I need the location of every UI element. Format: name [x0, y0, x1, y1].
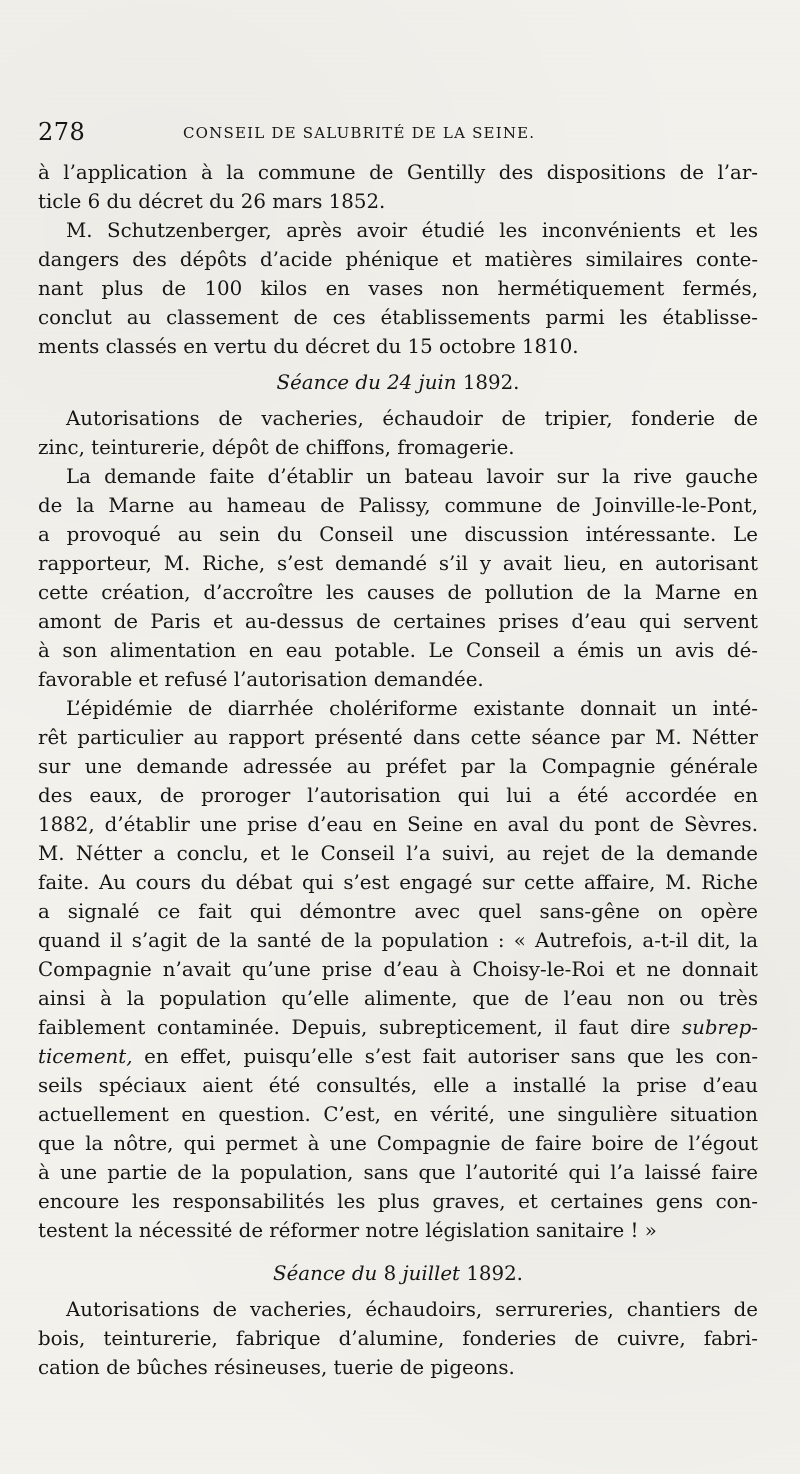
session-heading-year: 1892.: [466, 1262, 523, 1285]
text-line: 1882, d’établir une prise d’eau en Seine en aval du pont de Sèvres.: [38, 813, 758, 836]
text-line: rapporteur, M. Riche, s’est demandé s’il y avait lieu, en autorisant: [38, 552, 758, 575]
session-heading-year: 1892.: [462, 371, 520, 394]
text-line: cette création, d’accroître les causes de pollution de la Marne en: [38, 581, 758, 604]
text-line: ainsi à la population qu’elle alimente, que de l’eau non ou très: [38, 987, 758, 1010]
text-line: que la nôtre, qui permet à une Compagnie de faire boire de l’égout: [38, 1132, 758, 1155]
text-line: dangers des dépôts d’acide phénique et matières similaires conte-: [38, 248, 758, 271]
text-line: sur une demande adressée au préfet par la Compagnie générale: [38, 755, 758, 778]
page-number: 278: [38, 118, 86, 146]
text-line: testent la nécessité de réformer notre législation sanitaire ! »: [38, 1219, 657, 1242]
text-line: faite. Au cours du débat qui s’est engagé sur cette affaire, M. Riche: [38, 871, 758, 894]
session-heading-month: juillet: [402, 1262, 461, 1285]
text-line: L’épidémie de diarrhée cholériforme existante donnait un inté-: [66, 697, 758, 720]
text-line: M. Nétter a conclu, et le Conseil l’a suivi, au rejet de la demande: [38, 842, 758, 865]
session-heading-text: Séance du: [273, 1262, 378, 1285]
text-line: rêt particulier au rapport présenté dans cette séance par M. Nétter: [38, 726, 758, 749]
text-line: bois, teinturerie, fabrique d’alumine, fonderies de cuivre, fabri-: [38, 1327, 758, 1350]
text-line-mixed: [38, 1042, 758, 1071]
text-line: M. Schutzenberger, après avoir étudié les inconvénients et les: [66, 219, 758, 242]
text-line: Autorisations de vacheries, échaudoir de tripier, fonderie de: [66, 407, 758, 430]
text-line: quand il s’agit de la santé de la population : « Autrefois, a-t-il dit, la: [38, 929, 758, 952]
text-line: ments classés en vertu du décret du 15 octobre 1810.: [38, 335, 579, 358]
text-line: nant plus de 100 kilos en vases non hermétiquement fermés,: [38, 277, 758, 300]
text-line: conclut au classement de ces établissements parmi les établisse-: [38, 306, 758, 329]
text-line: seils spéciaux aient été consultés, elle a installé la prise d’eau: [38, 1074, 758, 1097]
page-header: [38, 118, 758, 150]
session-heading-day: 8: [383, 1262, 397, 1285]
text-line: actuellement en question. C’est, en vérité, une singulière situation: [38, 1103, 758, 1126]
text-line: de la Marne au hameau de Palissy, commune de Joinville-le-Pont,: [38, 494, 758, 517]
italic-word: ticement,: [38, 1045, 133, 1068]
text-line: zinc, teinturerie, dépôt de chiffons, fromagerie.: [38, 436, 515, 459]
text-line: encoure les responsabilités les plus graves, et certaines gens con-: [38, 1190, 758, 1213]
session-heading: [38, 368, 758, 397]
text-line: Autorisations de vacheries, échaudoirs, serrureries, chantiers de: [66, 1298, 758, 1321]
text-line: à son alimentation en eau potable. Le Conseil a émis un avis dé-: [38, 639, 758, 662]
text-line: a signalé ce fait qui démontre avec quel sans-gêne on opère: [38, 900, 758, 923]
text-line: des eaux, de proroger l’autorisation qui lui a été accordée en: [38, 784, 758, 807]
text-line: Compagnie n’avait qu’une prise d’eau à Choisy-le-Roi et ne donnait: [38, 958, 758, 981]
running-title: CONSEIL DE SALUBRITÉ DE LA SEINE.: [183, 124, 536, 142]
italic-word: subrep-: [681, 1016, 758, 1039]
text-line: ticle 6 du décret du 26 mars 1852.: [38, 190, 386, 213]
text-line: à une partie de la population, sans que l’autorité qui l’a laissé faire: [38, 1161, 758, 1184]
text-line-part: en effet, puisqu’elle s’est fait autoriser sans que les con-: [144, 1045, 758, 1068]
text-line-mixed: [38, 1013, 758, 1042]
text-line: amont de Paris et au-dessus de certaines prises d’eau qui servent: [38, 610, 758, 633]
session-heading: [38, 1259, 758, 1288]
text-line: cation de bûches résineuses, tuerie de pigeons.: [38, 1356, 515, 1379]
session-heading-text: Séance du 24 juin: [276, 371, 457, 394]
body-text: [38, 158, 758, 1382]
text-line: a provoqué au sein du Conseil une discussion intéressante. Le: [38, 523, 758, 546]
text-line: à l’application à la commune de Gentilly des dispositions de l’ar-: [38, 161, 758, 184]
text-line: La demande faite d’établir un bateau lavoir sur la rive gauche: [66, 465, 758, 488]
text-line-part: faiblement contaminée. Depuis, subrepticement, il faut dire: [38, 1016, 671, 1039]
text-line: favorable et refusé l’autorisation demandée.: [38, 668, 484, 691]
